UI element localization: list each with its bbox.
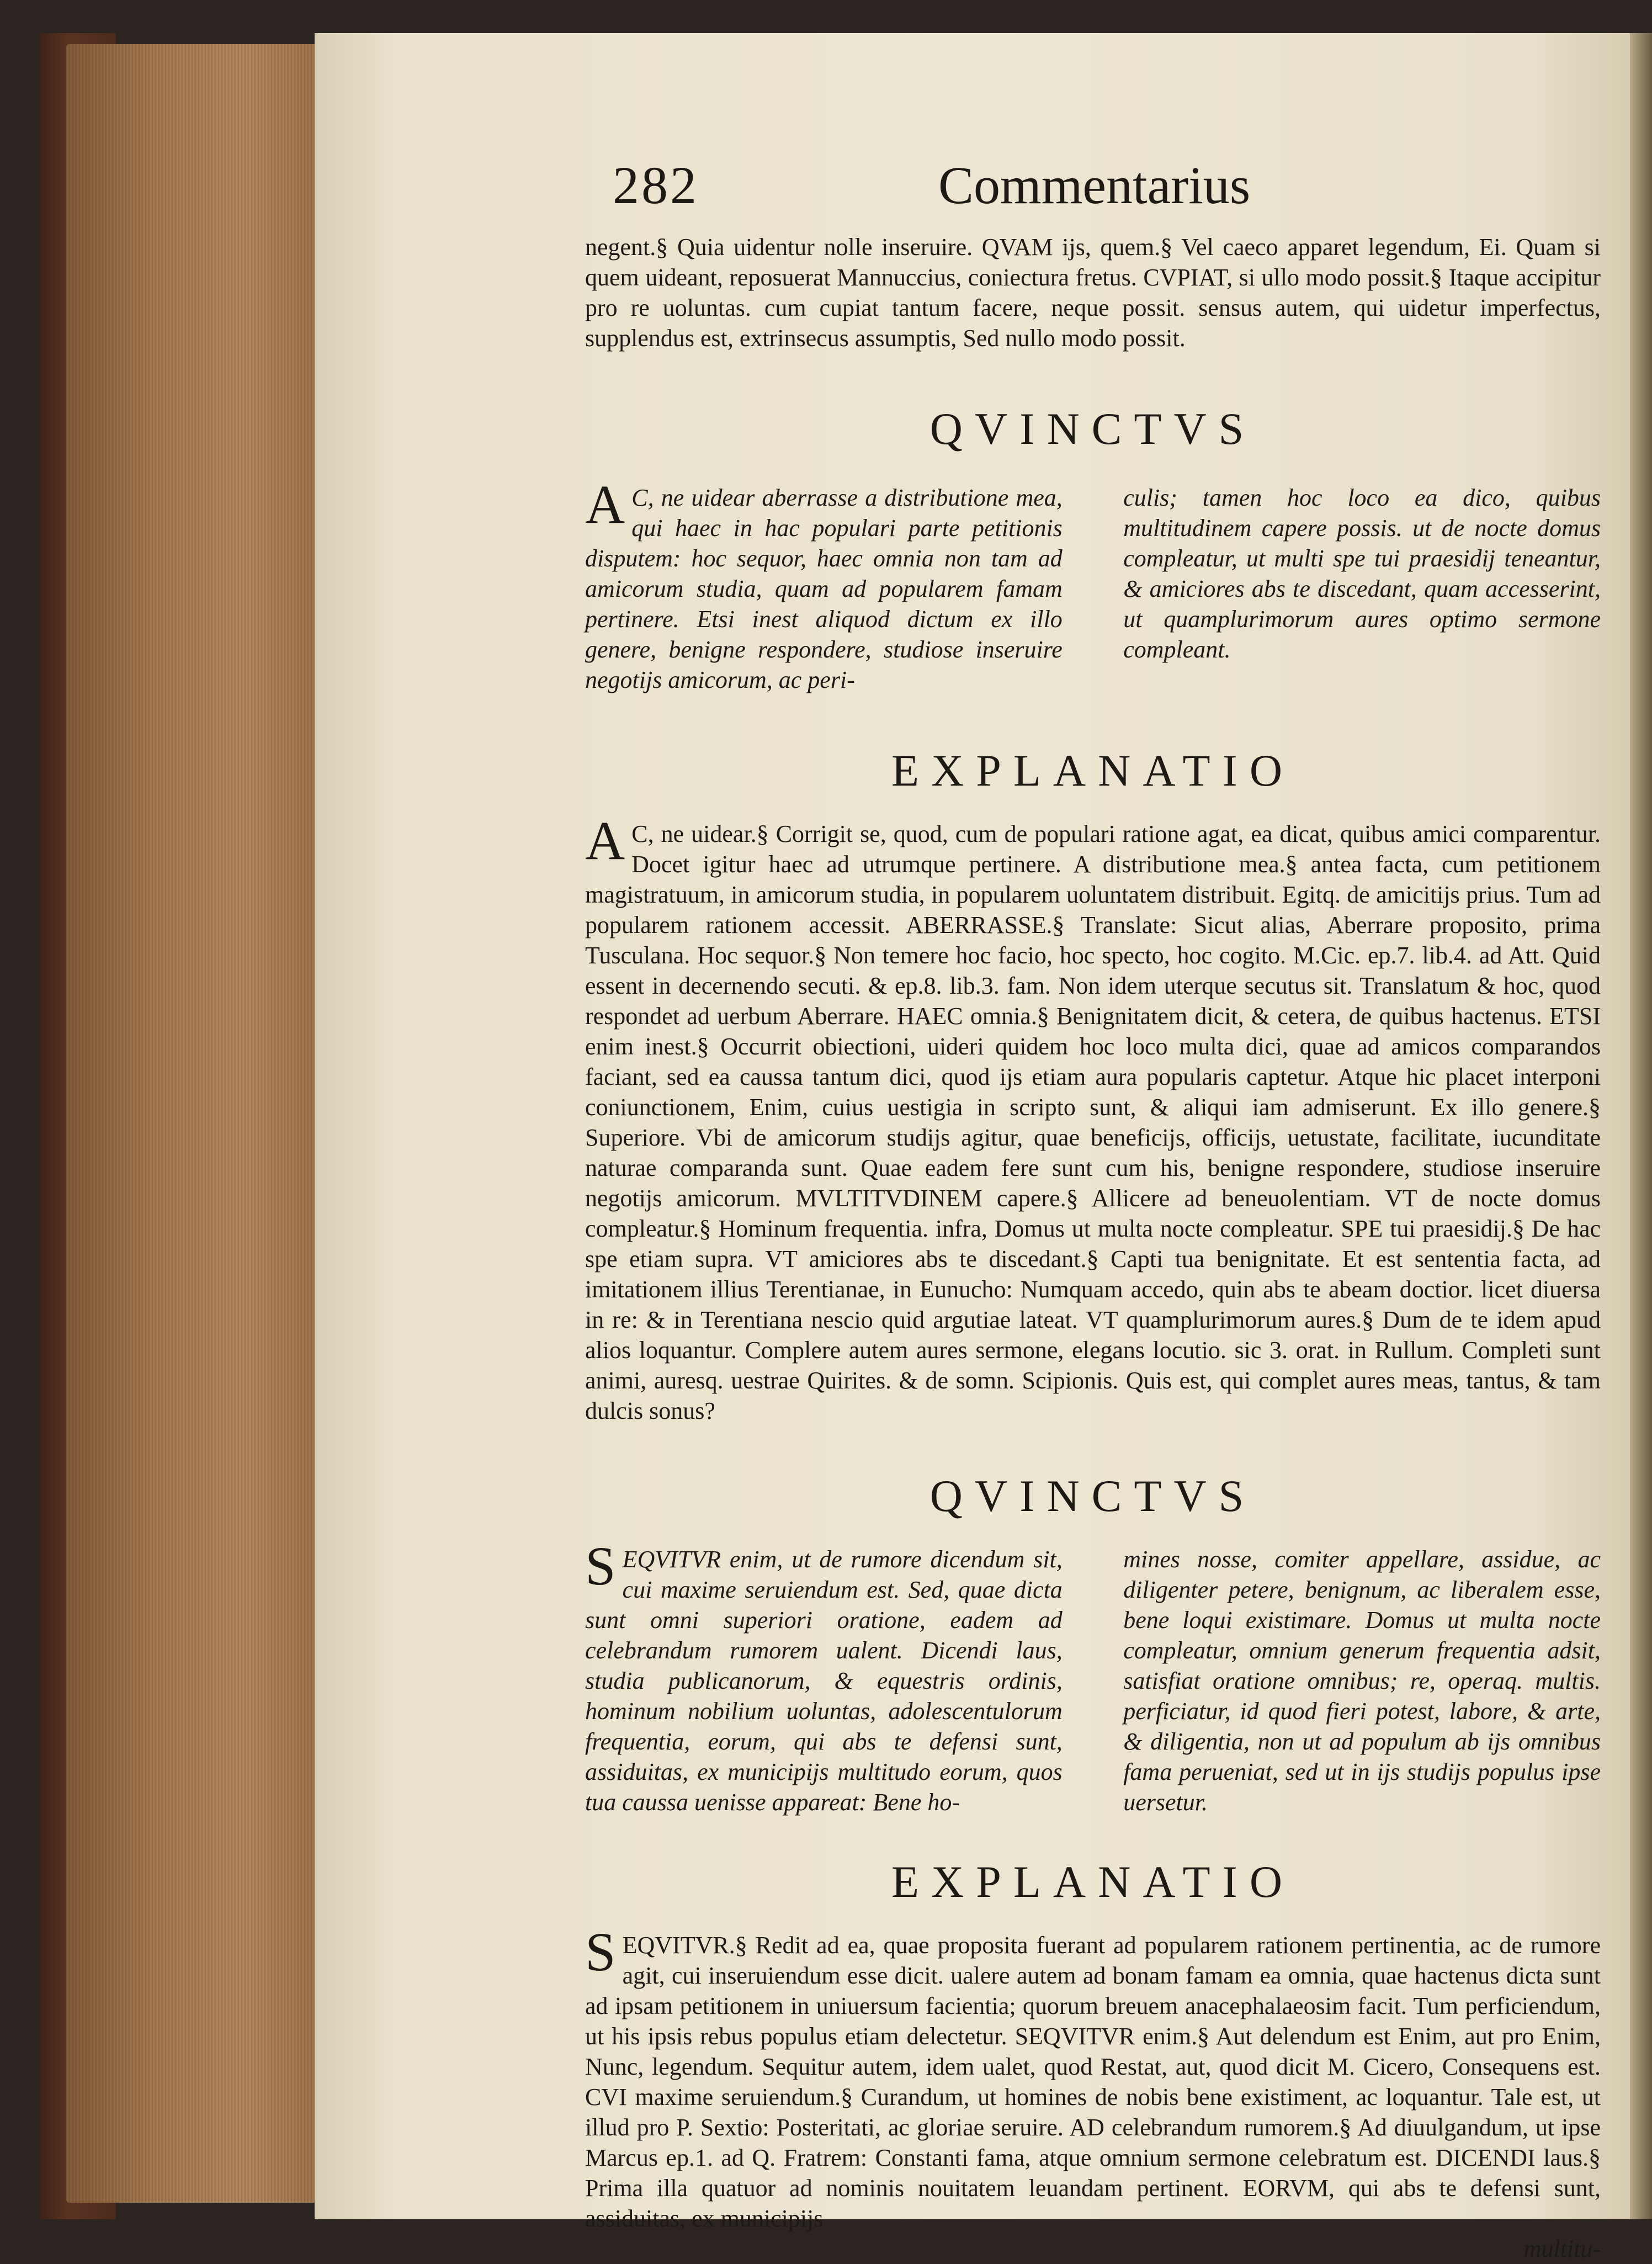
page-header (585, 149, 1601, 232)
facing-page-edge (1630, 33, 1652, 2219)
page-number: 282 (613, 156, 699, 215)
explanatio-text-1 (585, 810, 1601, 1426)
column-right: mines nosse, comiter appellare, assidue, ac diligenter petere, benignum, ac liberalem esse, bene loqui existimare. Domus ut multa nocte compleatur, omnium generum frequentia adsit, satisfiat oratione omnibus; re, operaq. multis. perficiatur, id quod fieri potest, labore, & arte, & diligentia, non ut ad populum ab ijs omnibus fama perueniat, sed ut in ijs studijs populus ipse uersetur. (1123, 1546, 1601, 1816)
section-heading-quinctus-2: QVINCTVS (929, 1471, 1256, 1521)
paragraph-text: EQVITVR.§ Redit ad ea, quae proposita fuerant ad popularem rationem pertinentia, ac de rumore agit, cui inseruiendum esse dicit. ualere autem ad bonam famam ea omnia, quae hactenus dicta sunt ad ipsam petitionem in uniuersum facientia; quorum breuem anacephalaeosim facit. Tum perficiendum, ut his ipsis rebus populus etiam delectetur. SEQVITVR enim.§ Aut delendum est Enim, aut pro Enim, Nunc, legendum. Sequitur autem, idem ualet, quod Restat, aut, quod dicit M. Cicero, Consequens est. CVI maxime seruiendum.§ Curandum, ut homines de nobis bene existiment, ac loquantur. Tale est, ut illud pro P. Sextio: Posteritati, ac gloriae seruire. AD celebrandum rumorem.§ Ad diuulgandum, ut ipse Marcus ep.1. ad Q. Fratrem: Constanti fama, atque omnium sermone celebratum est. DICENDI laus.§ Prima illa quatuor ad nominis nouitatem leuandam pertinent. EORVM, qui abs te defensi sunt, assiduitas, ex municipijs (585, 1932, 1601, 2232)
explanatio-text-2 (585, 1921, 1601, 2234)
drop-cap: S (585, 1535, 616, 1597)
drop-cap: A (585, 474, 625, 535)
quinctus-text-2 (585, 1535, 1601, 1817)
page-stack-edges (66, 44, 326, 2203)
drop-cap: A (585, 810, 625, 871)
catchword: multitu- (1523, 2235, 1601, 2262)
column-left (585, 1535, 1063, 1817)
intro-paragraph: negent.§ Quia uidentur nolle inseruire. QVAM ijs, quem.§ Vel caeco apparet legendum, Ei. Quam si quem uideant, reposuerat Mannuccius, coniectura fretus. CVPIAT, si ullo modo possit.§ Itaque accipitur pro re uoluntas. cum cupiat tantum facere, neque possit. sensus autem, qui uidetur imperfectus, supplendus est, extrinsecus assumptis, Sed nullo modo possit. (585, 234, 1601, 352)
paragraph-text: C, ne uidear.§ Corrigit se, quod, cum de populari ratione agat, ea dicat, quibus amici comparentur. Docet igitur haec ad utrumque pertinere. A distributione mea.§ antea facta, cum petitionem magistratuum, in amicorum studia, in popularem uoluntatem distribuit. Egitq. de amicitijs prius. Tum ad popularem rationem accessit. ABERRASSE.§ Translate: Sicut alias, Aberrare proposito, prima Tusculana. Hoc sequor.§ Non temere hoc facio, hoc specto, hoc cogito. M.Cic. ep.7. lib.4. ad Att. Quid essent in decernendo secuti. & ep.8. lib.3. fam. Non idem uterque secutus sit. Translatum & hoc, quod respondet ad uerbum Aberrare. HAEC omnia.§ Benignitatem dicit, & cetera, de quibus hactenus. ETSI enim inest.§ Occurrit obiectioni, uideri quidem hoc loco multa dici, quae ad amicos comparandos faciant, sed ea caussa tantum dici, quod ijs etiam aura popularis captetur. Atque hic placet interponi coniunctionem, Enim, cuius uestigia in scripto sunt, & aliqui iam admiserunt. Ex illo genere.§ Superiore. Vbi de amicorum studijs agitur, quae beneficijs, officijs, uetustate, facilitate, iucunditate naturae comparanda sunt. Quae eadem fere sunt cum his, benigne respondere, studiose inseruire negotijs amicorum. MVLTITVDINEM capere.§ Allicere ad beneuolentiam. VT de nocte domus compleatur.§ Hominum frequentia. infra, Domus ut multa nocte compleatur. SPE tui praesidij.§ De hac spe etiam supra. VT amiciores abs te discedant.§ Capti tua benignitate. Et est sententia facta, ad imitationem illius Terentianae, in Eunucho: Numquam accedo, quin abs te abeam doctior. licet diuersa in re: & in Terentiana nescio quid argutiae lateat. VT quamplurimorum aures.§ Dum de te idem apud alios loquantur. Complere autem aures sermone, elegans locutio. sic 3. orat. in Rullum. Completi sunt animi, auresq. uestrae Quirites. & de somn. Scipionis. Quis est, qui complet aures meas, tantus, & tam dulcis sonus? (585, 820, 1601, 1424)
running-title: Commentarius (938, 156, 1251, 215)
column-right: culis; tamen hoc loco ea dico, quibus multitudinem capere possis. ut de nocte domus compleatur, ut multi spe tui praesidij teneantur, & amiciores abs te discedant, quam accesserint, ut quamplurimorum aures optimo sermone compleant. (1123, 484, 1601, 663)
page-content (585, 149, 1601, 2264)
column-text: EQVITVR enim, ut de rumore dicendum sit, cui maxime seruiendum est. Sed, quae dicta sunt omni superiori oratione, eadem ad celebrandum rumorem ualent. Dicendi laus, studia publicanorum, & equestris ordinis, hominum nobilium uoluntas, adolescentulorum frequentia, eorum, qui abs te defensi sunt, assiduitas, ex municipijs multitudo eorum, quos tua caussa uenisse appareat: Bene ho- (585, 1546, 1063, 1816)
section-heading-explanatio-2: EXPLANATIO (891, 1857, 1295, 1907)
column-text: C, ne uidear aberrasse a distributione mea, qui haec in hac populari parte petitionis disputem: hoc sequor, haec omnia non tam ad amicorum studia, quam ad popularem famam pertinere. Etsi inest aliquod dictum ex illo genere, benigne respondere, studiose inseruire negotijs amicorum, ac peri- (585, 484, 1063, 693)
drop-cap: S (585, 1921, 616, 1982)
quinctus-text-1 (585, 474, 1601, 695)
section-heading-explanatio-1: EXPLANATIO (891, 745, 1295, 796)
column-left (585, 474, 1063, 695)
section-heading-quinctus-1: QVINCTVS (929, 404, 1256, 454)
